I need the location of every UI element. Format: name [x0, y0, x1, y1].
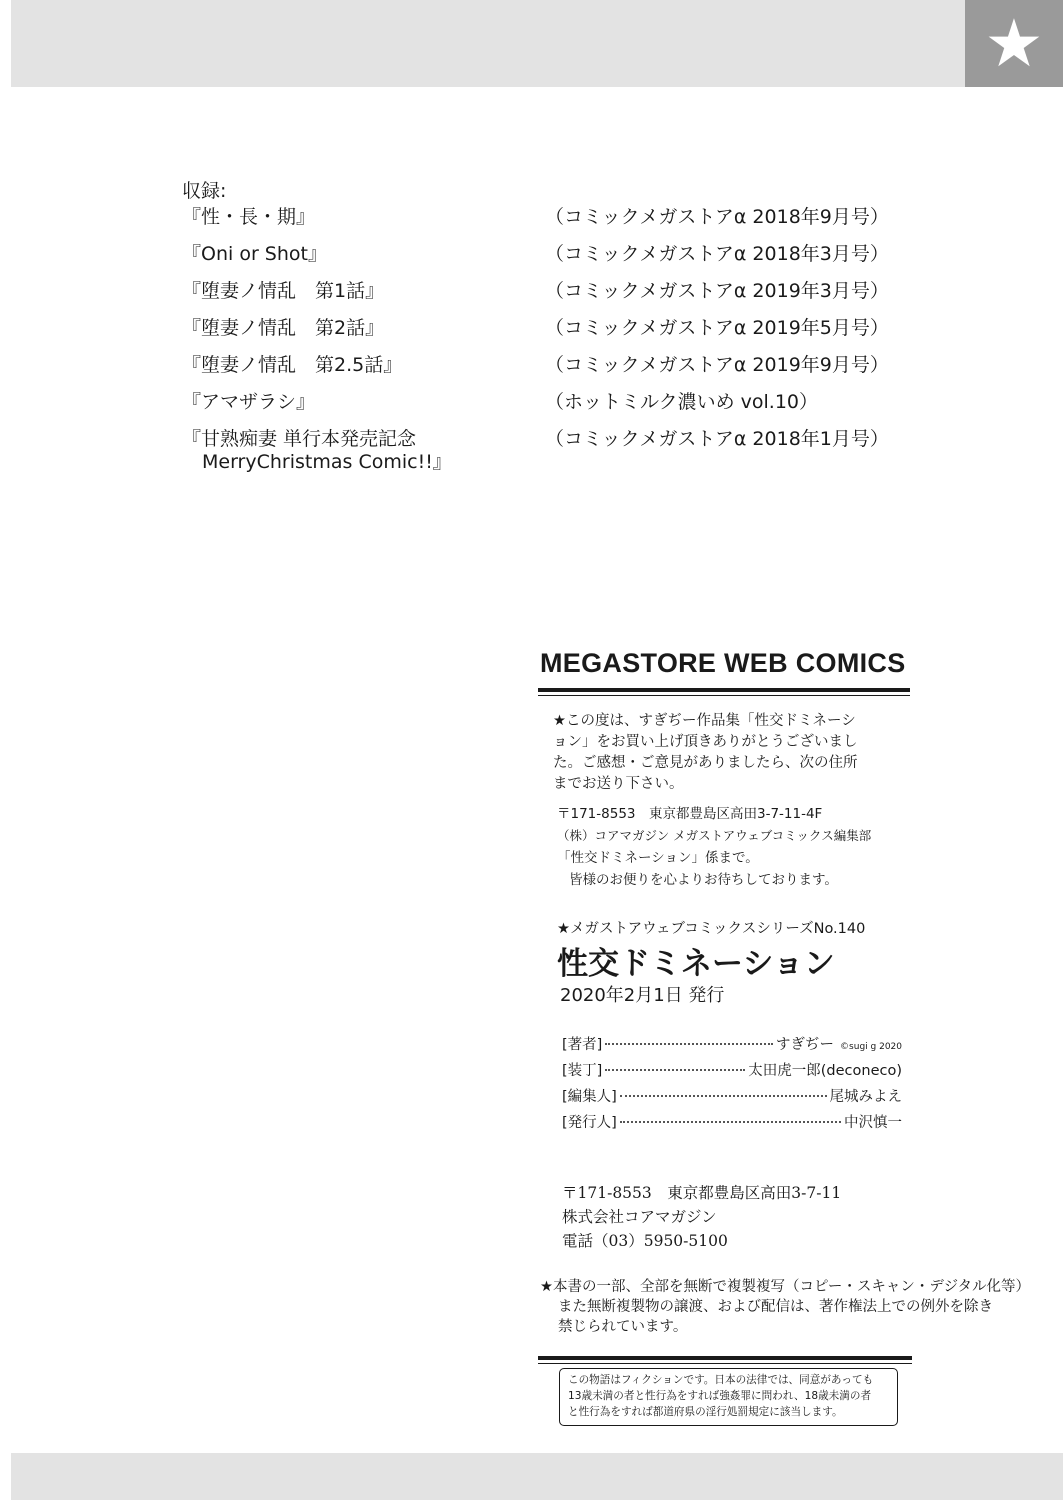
- publisher-phone: 電話（03）5950-5100: [562, 1232, 728, 1250]
- star-icon: ★: [965, 0, 1063, 87]
- fiction-notice-box: [559, 1368, 898, 1426]
- work-source: （コミックメガストアα 2019年5月号）: [545, 317, 889, 339]
- address-line: （株）コアマガジン メガストアウェブコミックス編集部: [557, 828, 872, 843]
- list-item: [182, 280, 922, 317]
- message-line: ★この度は、すぎぢー作品集「性交ドミネーシ: [553, 713, 856, 729]
- message-line: までお送り下さい。: [553, 776, 684, 792]
- fiction-line: 13歳未満の者と性行為をすれば強姦罪に問われ、18歳未満の者: [568, 1390, 872, 1402]
- notice-line: ★本書の一部、全部を無断で複製複写（コピー・スキャン・デジタル化等）: [540, 1279, 1031, 1295]
- leader-dots: [605, 1069, 745, 1071]
- work-source: （コミックメガストアα 2018年3月号）: [545, 243, 889, 265]
- publisher-info: [562, 1181, 841, 1253]
- work-source: （コミックメガストアα 2019年3月号）: [545, 280, 889, 302]
- credit-role: [編集人]: [562, 1089, 617, 1105]
- list-item: [182, 243, 922, 280]
- list-item: [182, 428, 922, 473]
- fiction-line: と性行為をすれば都道府県の淫行処罰規定に該当します。: [568, 1406, 843, 1418]
- divider: [538, 1356, 912, 1360]
- work-title: [182, 428, 452, 474]
- work-title: 『Oni or Shot』: [182, 243, 327, 265]
- work-title-line2: MerryChristmas Comic!!』: [202, 451, 452, 473]
- contents-list: [182, 206, 922, 473]
- credit-row: [562, 1033, 902, 1059]
- fiction-line: この物語はフィクションです。日本の法律では、同意があっても: [568, 1374, 874, 1386]
- leader-dots: [620, 1121, 841, 1123]
- copyright-mark: ©sugi g 2020: [840, 1042, 902, 1052]
- series-label: ★メガストアウェブコミックスシリーズNo.140: [557, 921, 866, 937]
- divider: [538, 1363, 912, 1364]
- credit-role: [発行人]: [562, 1115, 617, 1131]
- publisher-company: 株式会社コアマガジン: [562, 1208, 717, 1226]
- list-item: [182, 354, 922, 391]
- work-source: （コミックメガストアα 2018年1月号）: [545, 428, 889, 450]
- reader-message: [553, 711, 858, 795]
- publisher-postal: 〒171-8553 東京都豊島区高田3-7-11: [562, 1184, 842, 1202]
- top-band: [11, 0, 965, 87]
- address-line: 皆様のお便りを心よりお待ちしております。: [569, 872, 838, 888]
- notice-line: 禁じられています。: [558, 1319, 688, 1335]
- work-title: 『堕妻ノ情乱 第2話』: [182, 317, 385, 339]
- credit-name: 中沢慎一: [844, 1115, 902, 1131]
- brand-title: MEGASTORE WEB COMICS: [540, 648, 906, 678]
- work-source: （ホットミルク濃いめ vol.10）: [545, 391, 819, 413]
- bottom-band: [11, 1453, 1063, 1500]
- contents-title: 収録:: [182, 180, 227, 202]
- leader-dots: [605, 1043, 773, 1045]
- credits: [562, 1033, 902, 1137]
- address-line: 〒171-8553 東京都豊島区高田3-7-11-4F: [557, 806, 823, 822]
- work-title: 『堕妻ノ情乱 第1話』: [182, 280, 385, 302]
- work-title: 『堕妻ノ情乱 第2.5話』: [182, 354, 403, 376]
- credit-name: すぎぢー: [776, 1037, 835, 1053]
- credit-name: 太田虎一郎(deconeco): [748, 1063, 902, 1079]
- work-source: （コミックメガストアα 2019年9月号）: [545, 354, 889, 376]
- list-item: [182, 391, 922, 428]
- work-title: 『性・長・期』: [182, 206, 316, 228]
- credit-row: [562, 1059, 902, 1085]
- book-title: 性交ドミネーション: [557, 946, 835, 982]
- list-item: [182, 317, 922, 354]
- credit-role: [装丁]: [562, 1063, 603, 1079]
- credit-row: [562, 1111, 902, 1137]
- work-title: 『アマザラシ』: [182, 391, 316, 413]
- work-source: （コミックメガストアα 2018年9月号）: [545, 206, 889, 228]
- credit-row: [562, 1085, 902, 1111]
- publish-date: 2020年2月1日 発行: [560, 985, 725, 1006]
- leader-dots: [620, 1095, 827, 1097]
- message-line: た。ご感想・ご意見がありましたら、次の住所: [553, 755, 858, 771]
- copyright-notice: [540, 1277, 1030, 1337]
- address-line: 「性交ドミネーション」係まで。: [557, 850, 759, 866]
- notice-line: また無断複製物の譲渡、および配信は、著作権法上での例外を除き: [558, 1299, 993, 1315]
- list-item: [182, 206, 922, 243]
- credit-role: [著者]: [562, 1037, 603, 1053]
- work-title-line1: 『甘熟痴妻 単行本発売記念: [182, 428, 417, 450]
- message-line: ョン」をお買い上げ頂きありがとうございまし: [553, 734, 858, 750]
- credit-name: 尾城みよえ: [829, 1089, 902, 1105]
- divider: [538, 695, 910, 696]
- divider: [538, 688, 910, 692]
- mail-address: [557, 803, 871, 891]
